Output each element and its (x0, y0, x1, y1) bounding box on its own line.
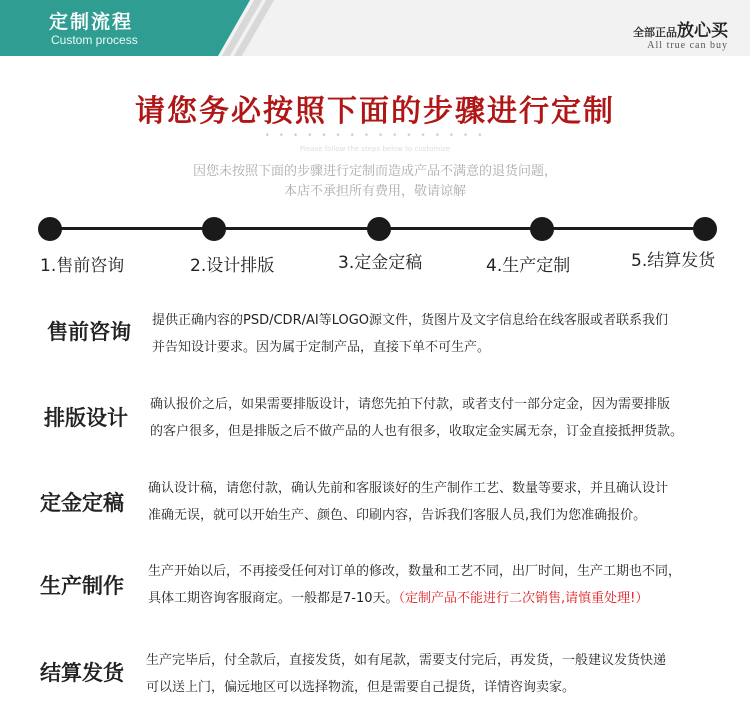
faint-english: Please follow the steps below to customize (299, 145, 451, 153)
timeline-dot (693, 217, 717, 241)
brand-line2: 放心买 (677, 21, 728, 41)
section-text (152, 307, 732, 361)
section-line: 的客户很多，但是排版之后不做产品的人也有很多，收取定金实属无奈，订金直接抵押货款。 (150, 424, 684, 439)
section-line: 并告知设计要求。因为属于定制产品，直接下单不可生产。 (152, 340, 491, 355)
step-label: 3.定金定稿 (338, 253, 423, 273)
timeline-dot (530, 217, 554, 241)
step-label: 4.生产定制 (486, 256, 571, 276)
brand-line1: 全部正品 (633, 26, 677, 39)
section-line: 生产完毕后，付全款后，直接发货，如有尾款，需要支付完后，再发货，一般建议发货快递 (146, 653, 667, 668)
section-text (150, 391, 730, 445)
section-title: 售前咨询 (47, 320, 131, 344)
notice-line: 本店不承担所有费用，敬请谅解 (283, 184, 466, 199)
notice-text (0, 162, 750, 202)
section-line: 确认设计稿，请您付款，确认先前和客服谈好的生产制作工艺、数量等要求，并且确认设计 (148, 481, 669, 496)
section-title: 结算发货 (40, 661, 124, 685)
section-line: 确认报价之后，如果需要排版设计，请您先拍下付款，或者支付一部分定金，因为需要排版 (150, 397, 671, 412)
section-text (146, 647, 726, 701)
step-label: 5.结算发货 (631, 251, 716, 271)
section-text (148, 558, 728, 612)
section-line: 提供正确内容的PSD/CDR/AI等LOGO源文件，货图片及文字信息给在线客服或者联系我们 (152, 313, 669, 328)
header-title: 定制流程 (49, 11, 134, 33)
header-subtitle: Custom process (51, 33, 138, 47)
section-line: 生产开始以后，不再接受任何对订单的修改，数量和工艺不同，出厂时间，生产工期也不同， (148, 564, 682, 579)
notice-line: 因您未按照下面的步骤进行定制而造成产品不满意的退货问题， (192, 164, 557, 179)
section-line: 可以送上门，偏远地区可以选择物流，但是需要自己提货，详情咨询卖家。 (146, 680, 576, 695)
brand-slogan (633, 16, 728, 51)
section-text (148, 475, 728, 529)
timeline-dot (202, 217, 226, 241)
section-line: 准确无误，就可以开始生产、颜色、印刷内容，告诉我们客服人员,我们为您准确报价。 (148, 508, 647, 523)
page-headline: 请您务必按照下面的步骤进行定制 (135, 94, 615, 129)
header-bar (0, 0, 750, 56)
step-label: 2.设计排版 (190, 256, 275, 276)
section-line-part: 具体工期咨询客服商定。一般都是7-10天。 (148, 591, 399, 606)
brand-sub: All true can buy (647, 40, 728, 51)
decorative-dots: • • • • • • • • • • • • • • • • (264, 131, 486, 141)
warning-text: （定制产品不能进行二次销售,请慎重处理!） (398, 591, 649, 606)
timeline-dot (367, 217, 391, 241)
section-line (148, 585, 728, 612)
step-label: 1.售前咨询 (40, 256, 125, 276)
timeline-dot (38, 217, 62, 241)
section-title: 排版设计 (44, 406, 128, 430)
section-title: 生产制作 (40, 574, 124, 598)
section-title: 定金定稿 (40, 491, 124, 515)
